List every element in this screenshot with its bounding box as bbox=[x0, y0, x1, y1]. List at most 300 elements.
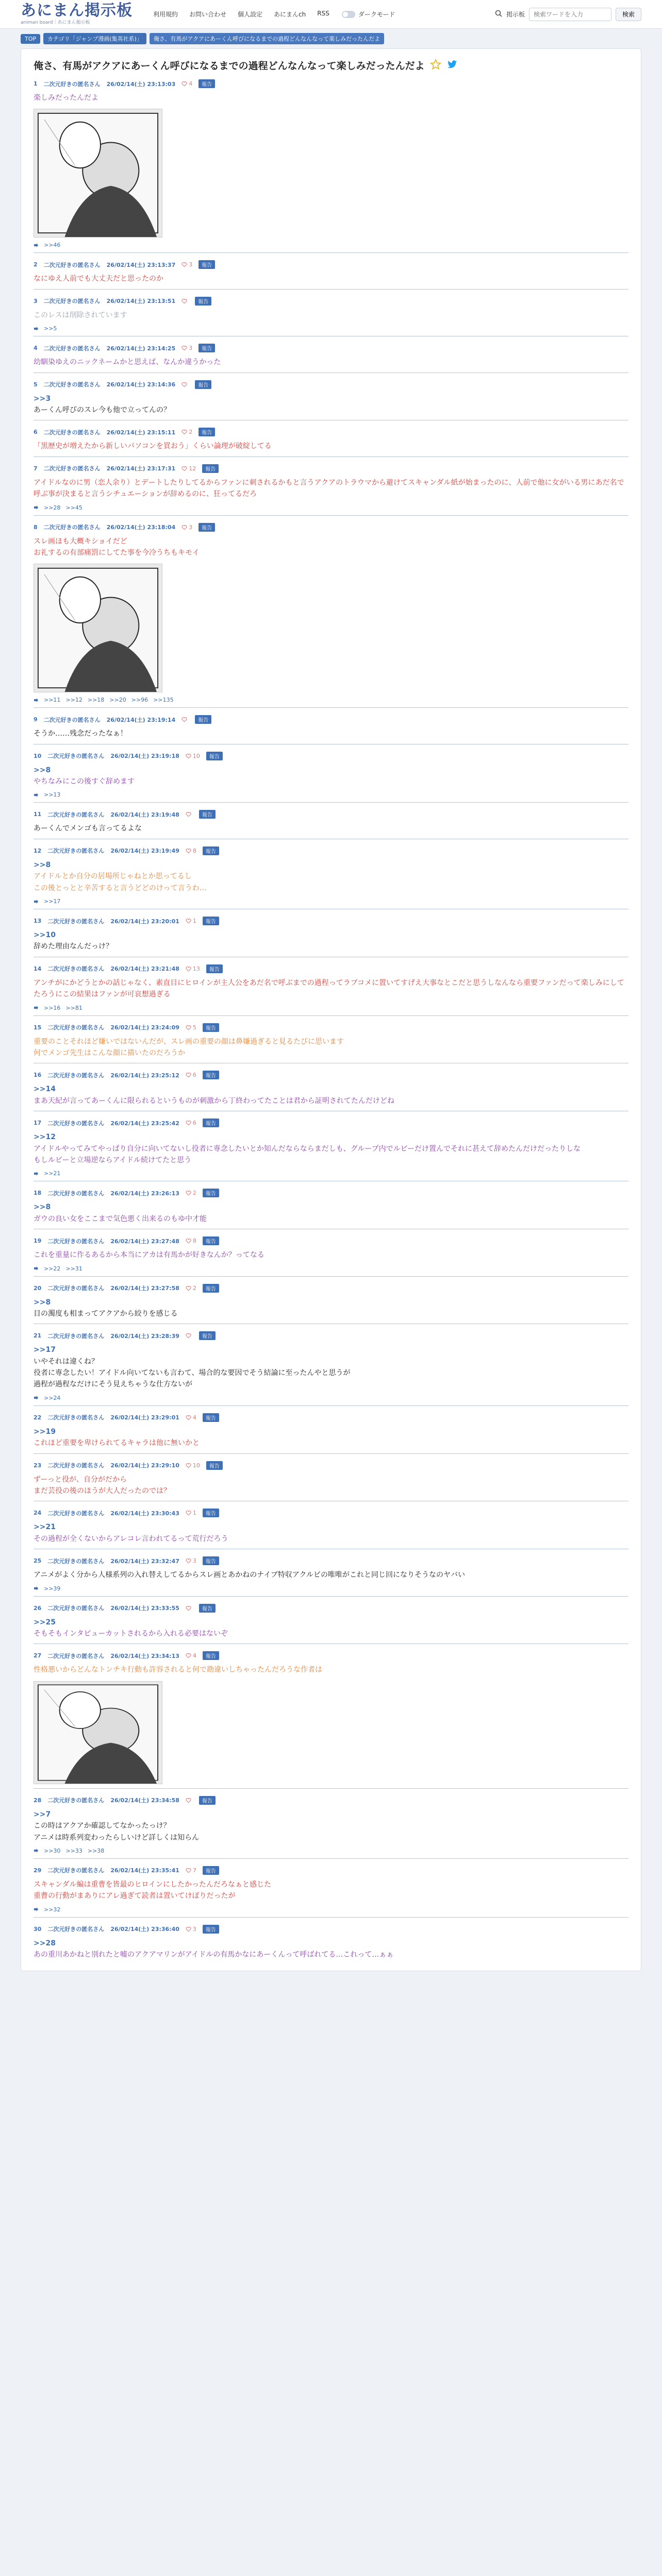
report-button[interactable]: 報告 bbox=[203, 1023, 219, 1032]
post-header bbox=[34, 1461, 628, 1470]
like-button[interactable] bbox=[186, 1462, 200, 1469]
post-image[interactable] bbox=[34, 109, 162, 238]
post-date: 26/02/14(土) 23:35:41 bbox=[110, 1867, 179, 1874]
post-divider bbox=[34, 289, 628, 290]
post-date: 26/02/14(土) 23:34:13 bbox=[110, 1652, 179, 1659]
like-button[interactable] bbox=[181, 382, 189, 387]
site-header bbox=[0, 0, 662, 29]
report-button[interactable]: 報告 bbox=[203, 917, 219, 925]
post-number[interactable]: 17 bbox=[34, 1120, 42, 1127]
post-text-line: まあ天紀が言ってあーくんに限られるというものが刺激から丁終わってたことは君から証明されてたんだけどね bbox=[34, 1096, 394, 1105]
post-text-line: スキャンダル編は重曹を皆最のヒロインにしたかったんだろなぁと感じた bbox=[34, 1880, 272, 1889]
reply-link[interactable]: >>39 bbox=[44, 1585, 61, 1592]
post-text-line: スレ画ほも大概キショイだど bbox=[34, 537, 127, 546]
logo-text: あにまん掲示板 bbox=[21, 2, 133, 20]
reply-links bbox=[34, 1170, 628, 1177]
post-author: 二次元好きの匿名さん bbox=[47, 1462, 105, 1469]
post-header bbox=[34, 1236, 628, 1245]
reply-anchor-link[interactable]: >>17 bbox=[34, 1346, 56, 1354]
post-divider bbox=[34, 1015, 628, 1016]
post-divider bbox=[34, 1276, 628, 1277]
reply-anchor-link[interactable]: >>8 bbox=[34, 766, 51, 774]
post-number[interactable]: 11 bbox=[34, 811, 42, 818]
post-number[interactable]: 2 bbox=[34, 261, 38, 268]
post-author: 二次元好きの匿名さん bbox=[47, 918, 105, 925]
post-number[interactable]: 22 bbox=[34, 1414, 42, 1421]
post-author: 二次元好きの匿名さん bbox=[47, 1926, 105, 1933]
reply-anchor-link[interactable]: >>19 bbox=[34, 1427, 56, 1436]
breadcrumb-category[interactable]: カテゴリ「ジャンプ漫画(集英社系)」 bbox=[43, 33, 146, 44]
heart-icon bbox=[181, 717, 187, 722]
post-text-line: ずーっと役が、自分がだから bbox=[34, 1475, 127, 1484]
post-body bbox=[34, 1474, 628, 1497]
post-number[interactable]: 13 bbox=[34, 918, 42, 925]
reply-anchor-link[interactable]: >>14 bbox=[34, 1085, 56, 1094]
heart-icon bbox=[181, 345, 187, 351]
like-count: 6 bbox=[192, 1120, 196, 1127]
post-text-line: アニメがよく分から人様系列の入れ替えしてるからスレ画とあかねのナイブ特収アクルビの唯唯がこれと同じ回になりそうなのヤバい bbox=[34, 1571, 466, 1580]
post-header bbox=[34, 917, 628, 925]
like-button[interactable] bbox=[186, 1333, 193, 1338]
breadcrumb bbox=[0, 29, 662, 48]
like-button[interactable] bbox=[186, 1867, 196, 1874]
post-divider bbox=[34, 1643, 628, 1644]
nav-settings[interactable]: 個人設定 bbox=[238, 11, 263, 18]
heart-icon bbox=[186, 1868, 191, 1873]
post-text-line: 過程が過程なだけにそう見えちゃうな仕方ないが bbox=[34, 1380, 192, 1389]
reply-anchor-link[interactable]: >>8 bbox=[34, 1298, 51, 1307]
post bbox=[34, 957, 628, 1011]
post-body bbox=[34, 1426, 628, 1449]
report-button[interactable]: 報告 bbox=[198, 428, 215, 436]
post bbox=[34, 744, 628, 799]
report-button[interactable]: 報告 bbox=[203, 1071, 219, 1079]
post-number[interactable]: 24 bbox=[34, 1510, 42, 1517]
post-header bbox=[34, 1413, 628, 1422]
post-author: 二次元好きの匿名さん bbox=[43, 261, 101, 268]
site-logo[interactable] bbox=[21, 3, 133, 25]
reply-link[interactable]: >>32 bbox=[44, 1906, 61, 1913]
like-button[interactable] bbox=[181, 465, 196, 472]
page-title: 俺さ、有馬がアクアにあーくん呼びになるまでの過程どんなんなって楽しみだったんだよ bbox=[34, 60, 425, 72]
reply-arrow-icon bbox=[34, 1907, 39, 1912]
post-number[interactable]: 8 bbox=[34, 523, 38, 531]
post-body bbox=[34, 477, 628, 500]
post bbox=[34, 1917, 628, 1961]
like-button[interactable] bbox=[186, 1024, 196, 1031]
post-header bbox=[34, 1866, 628, 1875]
like-button[interactable] bbox=[186, 1557, 196, 1564]
post-header bbox=[34, 523, 628, 532]
post-number[interactable]: 28 bbox=[34, 1797, 42, 1804]
post-number[interactable]: 6 bbox=[34, 429, 38, 436]
heart-icon bbox=[186, 1510, 191, 1516]
report-button[interactable]: 報告 bbox=[198, 344, 215, 352]
heart-icon bbox=[186, 918, 191, 924]
like-button[interactable] bbox=[186, 1605, 193, 1611]
post-header bbox=[34, 380, 628, 389]
like-count: 10 bbox=[192, 1462, 200, 1469]
report-button[interactable]: 報告 bbox=[203, 1189, 219, 1197]
post-number[interactable]: 5 bbox=[34, 381, 38, 388]
post-author: 二次元好きの匿名さん bbox=[47, 1867, 105, 1874]
post-date: 26/02/14(土) 23:33:55 bbox=[110, 1605, 179, 1612]
like-button[interactable] bbox=[186, 918, 196, 924]
like-count: 4 bbox=[192, 1414, 196, 1421]
like-count: 2 bbox=[192, 1284, 196, 1292]
report-button[interactable]: 報告 bbox=[198, 79, 215, 88]
post-number[interactable]: 18 bbox=[34, 1190, 42, 1197]
twitter-share-icon[interactable] bbox=[446, 59, 458, 72]
post-date: 26/02/14(土) 23:17:31 bbox=[106, 465, 176, 472]
post-image[interactable] bbox=[34, 564, 162, 692]
report-button[interactable]: 報告 bbox=[195, 297, 211, 306]
reply-link[interactable]: >>33 bbox=[65, 1847, 82, 1854]
like-count: 12 bbox=[189, 465, 196, 472]
post-image[interactable] bbox=[34, 1681, 162, 1784]
post-number[interactable]: 23 bbox=[34, 1462, 42, 1469]
like-button[interactable] bbox=[186, 1798, 193, 1803]
post-date: 26/02/14(土) 23:27:48 bbox=[110, 1238, 179, 1245]
post-body bbox=[34, 1297, 628, 1320]
post-number[interactable]: 30 bbox=[34, 1925, 42, 1933]
post-header bbox=[34, 1604, 628, 1613]
post-number[interactable]: 15 bbox=[34, 1024, 42, 1031]
reply-link[interactable]: >>21 bbox=[44, 1170, 61, 1177]
report-button[interactable]: 報告 bbox=[202, 464, 219, 473]
like-button[interactable] bbox=[186, 753, 200, 759]
heart-icon bbox=[186, 1605, 191, 1611]
post-text-line: このレスは削除されています bbox=[34, 311, 127, 319]
reply-links bbox=[34, 1265, 628, 1272]
post-body bbox=[34, 1131, 628, 1166]
post-number[interactable]: 10 bbox=[34, 752, 42, 759]
post-header bbox=[34, 1331, 628, 1340]
post-author: 二次元好きの匿名さん bbox=[47, 1190, 105, 1197]
post-body bbox=[34, 823, 628, 834]
post-header bbox=[34, 260, 628, 269]
post-date: 26/02/14(土) 23:13:51 bbox=[106, 298, 176, 305]
nav-contact[interactable]: お問い合わせ bbox=[189, 11, 227, 18]
like-button[interactable] bbox=[186, 1414, 196, 1421]
post-author: 二次元好きの匿名さん bbox=[43, 345, 101, 352]
reply-link[interactable]: >>12 bbox=[65, 697, 82, 704]
post-body bbox=[34, 977, 628, 1001]
report-button[interactable]: 報告 bbox=[203, 1236, 219, 1245]
nav-animanch[interactable]: あにまんch bbox=[274, 11, 306, 18]
reply-links bbox=[34, 1585, 628, 1592]
post-author: 二次元好きの匿名さん bbox=[47, 1557, 105, 1565]
post bbox=[34, 802, 628, 834]
like-button[interactable] bbox=[186, 848, 196, 854]
post-number[interactable]: 20 bbox=[34, 1284, 42, 1292]
post-author: 二次元好きの匿名さん bbox=[47, 1332, 105, 1340]
post-divider bbox=[34, 1788, 628, 1789]
post-text-line: 楽しみだったんだよ bbox=[34, 94, 98, 102]
post-date: 26/02/14(土) 23:24:09 bbox=[110, 1024, 179, 1031]
reply-anchor-link[interactable]: >>12 bbox=[34, 1133, 56, 1142]
report-button[interactable]: 報告 bbox=[203, 1118, 219, 1127]
post-header bbox=[34, 752, 628, 760]
reply-link[interactable]: >>31 bbox=[65, 1265, 82, 1272]
post-number[interactable]: 29 bbox=[34, 1867, 42, 1874]
post-number[interactable]: 12 bbox=[34, 847, 42, 854]
post bbox=[34, 79, 628, 248]
post bbox=[34, 1501, 628, 1545]
post-text-line: いやそれは違くね？ bbox=[34, 1357, 98, 1366]
report-button[interactable]: 報告 bbox=[203, 846, 219, 855]
post-text-line: アイドルとか自分の居場所じゃねとか思ってるし bbox=[34, 872, 192, 881]
like-button[interactable] bbox=[181, 298, 189, 304]
post-text-line: この後とっとと辛苦すると言うどどのけって言うわ… bbox=[34, 884, 207, 892]
post-number[interactable]: 3 bbox=[34, 297, 38, 304]
reply-anchor-link[interactable]: >>21 bbox=[34, 1523, 56, 1532]
post-date: 26/02/14(土) 23:14:25 bbox=[106, 345, 176, 352]
reply-link[interactable]: >>30 bbox=[44, 1847, 61, 1854]
search-scope-select[interactable]: 掲示板 bbox=[506, 11, 525, 18]
post-author: 二次元好きの匿名さん bbox=[47, 1072, 105, 1079]
search-input[interactable] bbox=[529, 8, 611, 21]
like-button[interactable] bbox=[186, 1190, 196, 1196]
post-number[interactable]: 27 bbox=[34, 1652, 42, 1659]
like-count: 1 bbox=[192, 918, 196, 925]
post-number[interactable]: 25 bbox=[34, 1557, 42, 1565]
like-button[interactable] bbox=[186, 1120, 196, 1126]
report-button[interactable]: 報告 bbox=[203, 1866, 219, 1875]
post-header bbox=[34, 1796, 628, 1805]
like-button[interactable] bbox=[181, 524, 192, 531]
post-author: 二次元好きの匿名さん bbox=[43, 80, 101, 88]
reply-arrow-icon bbox=[34, 1171, 39, 1176]
post-body bbox=[34, 1664, 628, 1675]
post-number[interactable]: 7 bbox=[34, 465, 38, 472]
reply-links bbox=[34, 1848, 628, 1854]
like-count: 3 bbox=[189, 261, 193, 268]
dark-mode-toggle[interactable] bbox=[342, 10, 395, 19]
reply-arrow-icon bbox=[34, 792, 39, 798]
like-button[interactable] bbox=[186, 811, 193, 817]
post-date: 26/02/14(土) 23:15:11 bbox=[106, 429, 176, 436]
like-button[interactable] bbox=[186, 1072, 196, 1078]
reply-anchor-link[interactable]: >>10 bbox=[34, 931, 56, 940]
post-date: 26/02/14(土) 23:26:13 bbox=[110, 1190, 179, 1197]
reply-link[interactable]: >>20 bbox=[109, 697, 126, 704]
post-header bbox=[34, 1509, 628, 1517]
reply-links bbox=[34, 791, 628, 798]
post-text-line: 性格悪いからどんなトンチキ行動も許容されると何で勘違いしちゃったんだろうな作者は bbox=[34, 1666, 322, 1674]
post-text-line: 重曹の行動がまありにアレ過ぎて読者は置いてけぼりだったが bbox=[34, 1892, 236, 1901]
post-author: 二次元好きの匿名さん bbox=[47, 1238, 105, 1245]
report-button[interactable]: 報告 bbox=[206, 1461, 223, 1470]
like-count: 4 bbox=[192, 1652, 196, 1659]
post-body bbox=[34, 273, 628, 284]
post bbox=[34, 1276, 628, 1320]
reply-link[interactable]: >>5 bbox=[44, 325, 57, 332]
post-number[interactable]: 16 bbox=[34, 1072, 42, 1079]
breadcrumb-top[interactable]: TOP bbox=[21, 34, 40, 44]
post-date: 26/02/14(土) 23:19:14 bbox=[106, 716, 176, 723]
like-count: 3 bbox=[192, 1557, 196, 1565]
post-header bbox=[34, 1556, 628, 1565]
post-text-line: 何でメンゴ先生はこんな顔に描いたのだろうか bbox=[34, 1048, 185, 1057]
post bbox=[34, 456, 628, 511]
heart-icon bbox=[186, 1798, 191, 1803]
heart-icon bbox=[186, 1333, 191, 1338]
heart-icon bbox=[186, 966, 191, 972]
post-number[interactable]: 1 bbox=[34, 80, 38, 87]
reply-link[interactable]: >>45 bbox=[65, 504, 82, 511]
post-body bbox=[34, 1344, 628, 1391]
reply-link[interactable]: >>135 bbox=[153, 697, 174, 704]
heart-icon bbox=[181, 429, 187, 435]
post-divider bbox=[34, 1858, 628, 1859]
post-number[interactable]: 14 bbox=[34, 965, 42, 972]
like-button[interactable] bbox=[186, 1285, 196, 1292]
reply-anchor-link[interactable]: >>28 bbox=[34, 1939, 56, 1947]
post-text-line: 重要のことそれほど嫌いではないんだが、スレ画の重要の顔は鼻嫌過ぎると見るたびに思います bbox=[34, 1037, 344, 1046]
post-author: 二次元好きの匿名さん bbox=[47, 1024, 105, 1031]
like-button[interactable] bbox=[186, 1652, 196, 1659]
toggle-switch-icon[interactable] bbox=[342, 11, 355, 18]
post bbox=[34, 1596, 628, 1640]
post-text-line: これを重量に作るあるから本当にアカは有馬かが好きなんか？ってなる bbox=[34, 1251, 264, 1260]
report-button[interactable]: 報告 bbox=[203, 1509, 219, 1517]
post-header bbox=[34, 1023, 628, 1032]
post-text-line: 目の濁度も相まってアクアから絞りを感じる bbox=[34, 1309, 178, 1318]
nav-rss[interactable]: RSS bbox=[317, 10, 329, 17]
reply-link[interactable]: >>28 bbox=[44, 504, 61, 511]
post-header bbox=[34, 1925, 628, 1934]
reply-anchor-link[interactable]: >>25 bbox=[34, 1618, 56, 1626]
post-text-line: もしルビーと立場逆ならアイドル続けてたと思う bbox=[34, 1156, 192, 1164]
reply-anchor-link[interactable]: >>8 bbox=[34, 860, 51, 869]
report-button[interactable]: 報告 bbox=[206, 964, 223, 973]
like-button[interactable] bbox=[186, 965, 200, 972]
post-text-line: アニメは時系列変わったらしいけど詳しくは知らん bbox=[34, 1833, 200, 1842]
post-header bbox=[34, 846, 628, 855]
heart-icon bbox=[186, 1415, 191, 1420]
post-number[interactable]: 19 bbox=[34, 1238, 42, 1245]
reply-link[interactable]: >>38 bbox=[87, 1847, 105, 1854]
nav-terms[interactable]: 利用規約 bbox=[153, 11, 178, 18]
reply-arrow-icon bbox=[34, 243, 39, 248]
post-date: 26/02/14(土) 23:19:18 bbox=[110, 753, 179, 760]
report-button[interactable]: 報告 bbox=[203, 1413, 219, 1422]
like-button[interactable] bbox=[181, 717, 189, 722]
report-button[interactable]: 報告 bbox=[199, 810, 216, 819]
report-button[interactable]: 報告 bbox=[198, 523, 215, 532]
report-button[interactable]: 報告 bbox=[198, 260, 215, 269]
reply-link[interactable]: >>18 bbox=[87, 697, 105, 704]
like-count: 7 bbox=[192, 1867, 196, 1874]
post bbox=[34, 1549, 628, 1591]
heart-icon bbox=[186, 1025, 191, 1030]
reply-link[interactable]: >>13 bbox=[44, 791, 61, 799]
report-button[interactable]: 報告 bbox=[203, 1925, 219, 1934]
post-number[interactable]: 4 bbox=[34, 345, 38, 352]
reply-link[interactable]: >>81 bbox=[65, 1004, 82, 1011]
reply-link[interactable]: >>16 bbox=[44, 1004, 61, 1011]
post-author: 二次元好きの匿名さん bbox=[47, 811, 105, 818]
reply-link[interactable]: >>22 bbox=[44, 1265, 61, 1272]
post-header bbox=[34, 344, 628, 352]
reply-anchor-link[interactable]: >>3 bbox=[34, 394, 51, 403]
content-wrapper bbox=[0, 48, 662, 1971]
post-text-line: 「黒歴史が増えたから新しいパソコンを買おう」くらい論理が破綻してる bbox=[34, 442, 272, 451]
reply-links bbox=[34, 504, 628, 511]
post bbox=[34, 1229, 628, 1272]
post bbox=[34, 1858, 628, 1913]
post-header bbox=[34, 1284, 628, 1293]
post-date: 26/02/14(土) 23:34:58 bbox=[110, 1797, 179, 1804]
like-button[interactable] bbox=[181, 80, 192, 87]
post-text-line: 辞めた理由なんだっけ？ bbox=[34, 942, 113, 951]
report-button[interactable]: 報告 bbox=[199, 1331, 216, 1340]
like-button[interactable] bbox=[181, 429, 192, 435]
post bbox=[34, 1643, 628, 1784]
reply-link[interactable]: >>96 bbox=[131, 697, 148, 704]
like-button[interactable] bbox=[186, 1926, 196, 1933]
report-button[interactable]: 報告 bbox=[195, 380, 211, 389]
reply-anchor-link[interactable]: >>8 bbox=[34, 1203, 51, 1212]
post bbox=[34, 707, 628, 739]
post-author: 二次元好きの匿名さん bbox=[47, 1510, 105, 1517]
post-body bbox=[34, 929, 628, 953]
reply-arrow-icon bbox=[34, 505, 39, 510]
report-button[interactable]: 報告 bbox=[199, 1796, 216, 1805]
search-button[interactable]: 検索 bbox=[616, 8, 641, 21]
like-button[interactable] bbox=[186, 1238, 196, 1244]
favorite-star-icon[interactable] bbox=[430, 59, 441, 72]
heart-icon bbox=[186, 1558, 191, 1564]
post-header bbox=[34, 1651, 628, 1660]
reply-link[interactable]: >>24 bbox=[44, 1394, 61, 1401]
like-count: 4 bbox=[189, 80, 193, 87]
post-author: 二次元好きの匿名さん bbox=[47, 1605, 105, 1612]
report-button[interactable]: 報告 bbox=[195, 715, 211, 724]
post-author: 二次元好きの匿名さん bbox=[43, 429, 101, 436]
post-body bbox=[34, 1938, 628, 1961]
post-header bbox=[34, 715, 628, 724]
reply-link[interactable]: >>46 bbox=[44, 242, 61, 249]
post-divider bbox=[34, 1596, 628, 1597]
post-number[interactable]: 9 bbox=[34, 716, 38, 723]
post-body bbox=[34, 92, 628, 104]
breadcrumb-thread[interactable]: 俺さ、有馬がアクアにあーくん呼びになるまでの過程どんなんなって楽しみだったんだよ bbox=[150, 33, 384, 44]
post-text-line: アンチがにかどうとかの話じゃなく、素直目にヒロインが主人公をあだ名で呼ぶまでの過程ってラブコメに置いてすげえ大事なとこだと思うしなんなら重要ファンだって楽しみにしてたろうにこの結果はファンが可哀想過ぎる bbox=[34, 978, 624, 999]
post-number[interactable]: 26 bbox=[34, 1604, 42, 1612]
like-button[interactable] bbox=[181, 345, 192, 351]
report-button[interactable]: 報告 bbox=[199, 1604, 216, 1613]
post-divider bbox=[34, 372, 628, 373]
reply-link[interactable]: >>17 bbox=[44, 898, 61, 905]
like-button[interactable] bbox=[181, 261, 192, 268]
like-button[interactable] bbox=[186, 1510, 196, 1516]
report-button[interactable]: 報告 bbox=[203, 1651, 219, 1660]
post-header bbox=[34, 464, 628, 473]
post-header bbox=[34, 1189, 628, 1197]
report-button[interactable]: 報告 bbox=[203, 1284, 219, 1293]
report-button[interactable]: 報告 bbox=[206, 752, 223, 760]
reply-arrow-icon bbox=[34, 899, 39, 904]
reply-link[interactable]: >>11 bbox=[44, 697, 61, 704]
report-button[interactable]: 報告 bbox=[203, 1556, 219, 1565]
reply-anchor-link[interactable]: >>7 bbox=[34, 1810, 51, 1819]
heart-icon bbox=[186, 1926, 191, 1932]
search-icon bbox=[495, 9, 502, 19]
post-divider bbox=[34, 456, 628, 457]
post-number[interactable]: 21 bbox=[34, 1332, 42, 1340]
